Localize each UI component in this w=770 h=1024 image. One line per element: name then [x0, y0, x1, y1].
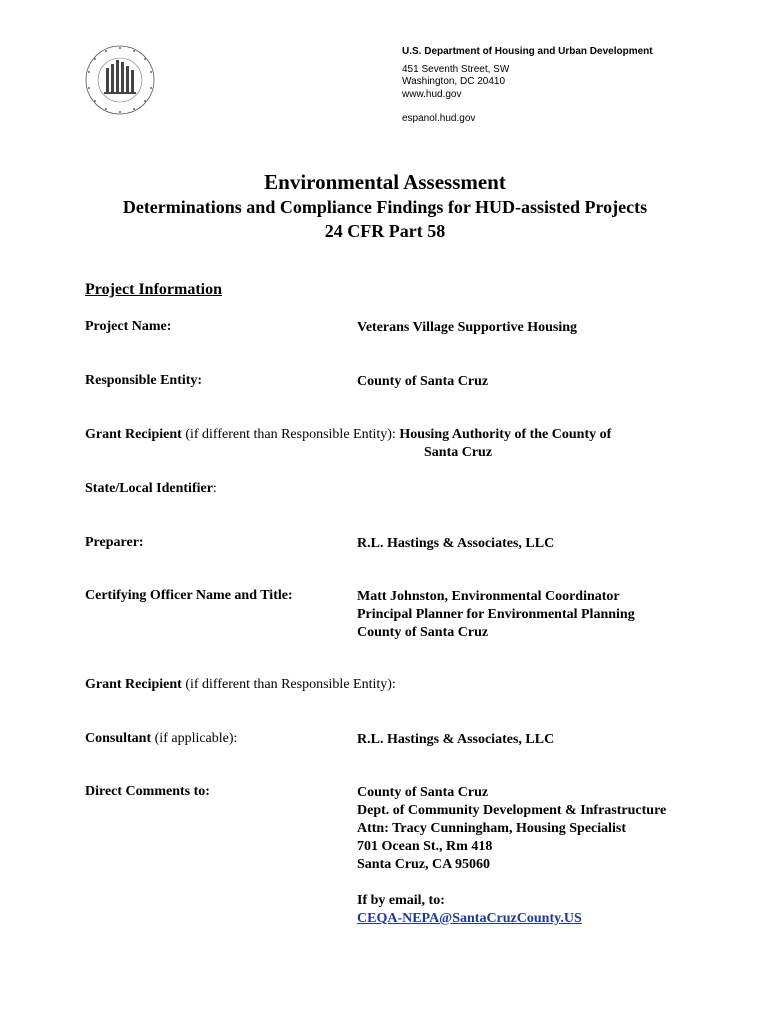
grant-recipient-row: [85, 426, 611, 462]
consultant-label: Consultant: [85, 731, 152, 746]
agency-header: [402, 46, 702, 126]
grant-recipient-2-note: (if different than Responsible Entity):: [181, 677, 396, 692]
responsible-entity-value: County of Santa Cruz: [357, 374, 489, 389]
project-name-label: Project Name:: [85, 319, 172, 334]
direct-line-1: County of Santa Cruz: [357, 785, 489, 800]
certifying-officer-value: [357, 588, 635, 642]
direct-comments-address: [357, 784, 666, 928]
responsible-entity-label: Responsible Entity:: [85, 373, 203, 388]
document-cfr: 24 CFR Part 58: [324, 221, 446, 241]
certifying-officer-label: Certifying Officer Name and Title:: [85, 588, 293, 603]
grant-recipient-label: Grant Recipient: [85, 427, 182, 442]
document-title: Environmental Assessment: [264, 170, 506, 194]
direct-line-5: Santa Cruz, CA 95060: [357, 857, 491, 872]
direct-line-2: Dept. of Community Development & Infrastructure: [357, 803, 667, 818]
certifying-line-2: Principal Planner for Environmental Planning: [357, 607, 635, 622]
consultant-note: (if applicable):: [151, 731, 238, 746]
direct-line-4: 701 Ocean St., Rm 418: [357, 839, 493, 854]
agency-name: U.S. Department of Housing and Urban Development: [402, 46, 653, 57]
grant-recipient-note: (if different than Responsible Entity):: [181, 427, 400, 442]
address-line-2: Washington, DC 20410: [402, 76, 506, 87]
project-name-value: Veterans Village Supportive Housing: [357, 320, 578, 335]
preparer-value: R.L. Hastings & Associates, LLC: [357, 536, 555, 551]
grant-recipient-2-label: Grant Recipient: [85, 677, 182, 692]
website-es-link[interactable]: espanol.hud.gov: [402, 113, 476, 124]
section-heading-project-information: Project Information: [85, 281, 222, 298]
email-link[interactable]: CEQA-NEPA@SantaCruzCounty.US: [357, 911, 582, 926]
direct-comments-label: Direct Comments to:: [85, 784, 210, 799]
address-line-1: 451 Seventh Street, SW: [402, 63, 510, 75]
consultant-value: R.L. Hastings & Associates, LLC: [357, 732, 555, 747]
document-subtitle: Determinations and Compliance Findings for HUD-assisted Projects: [122, 197, 648, 217]
consultant-label-row: [85, 731, 237, 747]
email-intro: If by email, to:: [357, 893, 445, 908]
grant-recipient-value: Housing Authority of the County of: [399, 427, 612, 442]
direct-line-3: Attn: Tracy Cunningham, Housing Specialist: [357, 821, 627, 836]
grant-recipient-value-cont: Santa Cruz: [424, 445, 493, 460]
hud-seal-icon: [84, 44, 156, 116]
state-local-identifier-label: State/Local Identifier:: [85, 481, 217, 496]
website-link[interactable]: www.hud.gov: [402, 88, 462, 100]
certifying-line-3: County of Santa Cruz: [357, 625, 489, 640]
preparer-label: Preparer:: [85, 535, 144, 550]
certifying-line-1: Matt Johnston, Environmental Coordinator: [357, 589, 620, 604]
grant-recipient-2-row: [85, 677, 396, 693]
